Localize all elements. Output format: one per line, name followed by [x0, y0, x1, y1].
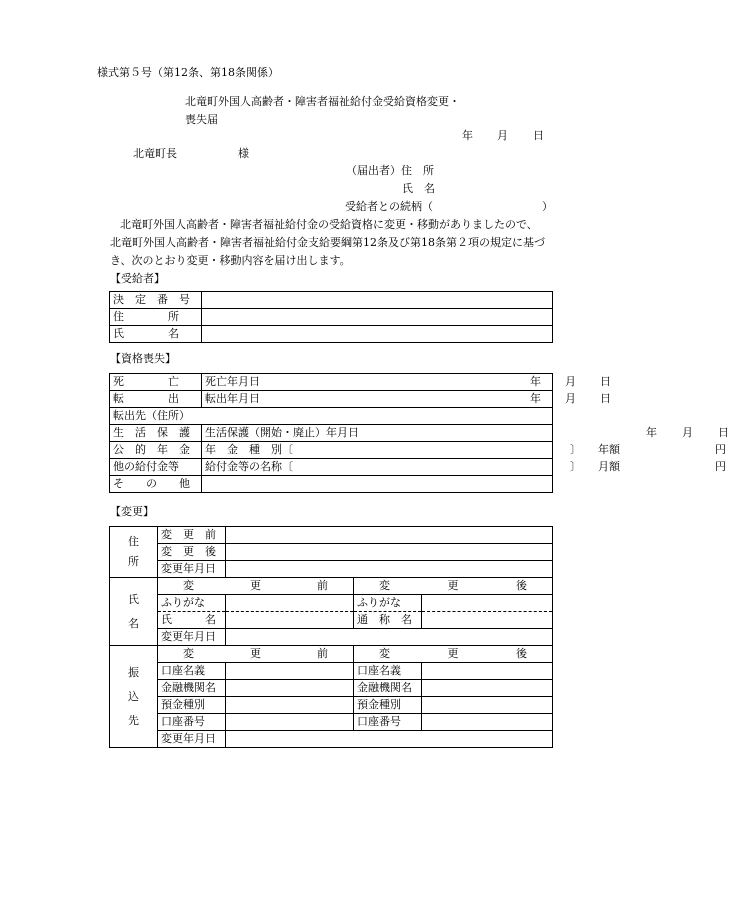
moveout-day: 日	[600, 392, 611, 405]
recipient-table	[109, 291, 553, 343]
furigana-before-field[interactable]	[226, 595, 354, 612]
name-col-after: 変 更 後	[354, 578, 553, 595]
applicant-name-label: 氏 名	[402, 182, 435, 195]
pension-type-label: 年 金 種 別〔	[205, 443, 293, 456]
decision-number-field[interactable]	[202, 292, 553, 309]
pension-annual-label: 年額	[598, 443, 620, 456]
address-group-label: 住 所	[110, 527, 158, 578]
account-number-before-label: 口座番号	[158, 714, 226, 731]
name-change-date-label: 変更年月日	[158, 629, 226, 646]
account-number-after-field[interactable]	[422, 714, 553, 731]
name-col-before: 変 更 前	[158, 578, 354, 595]
relation-label: 受給者との続柄（	[345, 200, 433, 213]
deposit-type-after-label: 預金種別	[354, 697, 422, 714]
others-field[interactable]	[202, 476, 553, 493]
shimei-label: 氏 名	[158, 612, 226, 629]
death-year: 年	[530, 375, 541, 388]
destination-field[interactable]	[110, 408, 553, 425]
bank-before-field[interactable]	[226, 680, 354, 697]
account-holder-before-field[interactable]	[226, 663, 354, 680]
transfer-change-date-label: 変更年月日	[158, 731, 226, 748]
deposit-type-before-field[interactable]	[226, 697, 354, 714]
deposit-type-before-label: 預金種別	[158, 697, 226, 714]
bank-after-label: 金融機関名	[354, 680, 422, 697]
address-change-date-field[interactable]	[226, 561, 553, 578]
recipient-address-field[interactable]	[202, 309, 553, 326]
address-after-label: 変 更 後	[158, 544, 226, 561]
recipient-name-label: 氏 名	[110, 326, 202, 343]
address-before-field[interactable]	[226, 527, 553, 544]
account-holder-after-label: 口座名義	[354, 663, 422, 680]
other-benefit-field[interactable]	[202, 459, 726, 476]
recipient-name-field[interactable]	[202, 326, 553, 343]
death-label: 死 亡	[110, 374, 202, 391]
shimei-field[interactable]	[226, 612, 354, 629]
pension-label: 公 的 年 金	[110, 442, 202, 459]
date-year: 年	[462, 129, 473, 142]
account-number-after-label: 口座番号	[354, 714, 422, 731]
applicant-address-label: （届出者）住 所	[346, 164, 434, 177]
deposit-type-after-field[interactable]	[422, 697, 553, 714]
other-benefit-name-label: 給付金等の名称〔	[205, 460, 293, 473]
pension-field[interactable]	[202, 442, 726, 459]
furigana-after-field[interactable]	[422, 595, 553, 612]
destination-label: 転出先（住所）	[113, 409, 190, 422]
change-heading: 【変更】	[110, 505, 154, 518]
others-label: そ の 他	[110, 476, 202, 493]
moveout-label: 転 出	[110, 391, 202, 408]
form-number: 様式第５号（第12条、第18条関係）	[97, 66, 279, 79]
body-text-line2: 北竜町外国人高齢者・障害者福祉給付金支給要綱第12条及び第18条第２項の規定に基づ	[110, 236, 545, 249]
loss-table	[109, 373, 729, 493]
death-month: 月	[565, 375, 576, 388]
welfare-field[interactable]	[202, 425, 729, 442]
other-bracket-close: 〕	[570, 460, 581, 473]
name-change-date-field[interactable]	[226, 629, 553, 646]
moveout-field[interactable]	[202, 391, 611, 408]
death-day: 日	[600, 375, 611, 388]
transfer-col-before: 変 更 前	[158, 646, 354, 663]
alias-field[interactable]	[422, 612, 553, 629]
welfare-day: 日	[718, 426, 729, 439]
address-before-label: 変 更 前	[158, 527, 226, 544]
decision-number-label: 決 定 番 号	[110, 292, 202, 309]
address-after-field[interactable]	[226, 544, 553, 561]
recipient-address-label: 住 所	[110, 309, 202, 326]
address-change-date-label: 変更年月日	[158, 561, 226, 578]
other-yen: 円	[715, 460, 726, 473]
date-day: 日	[533, 129, 544, 142]
other-monthly-label: 月額	[598, 460, 620, 473]
moveout-month: 月	[565, 392, 576, 405]
welfare-year: 年	[646, 426, 657, 439]
relation-close: ）	[542, 200, 553, 213]
body-text-line1: 北竜町外国人高齢者・障害者福祉給付金の受給資格に変更・移動がありましたので、	[120, 218, 538, 231]
transfer-col-after: 変 更 後	[354, 646, 553, 663]
body-text-line3: き、次のとおり変更・移動内容を届け出します。	[110, 254, 351, 267]
furigana-before-label: ふりがな	[158, 595, 226, 612]
welfare-label: 生 活 保 護	[110, 425, 202, 442]
pension-yen: 円	[715, 443, 726, 456]
bank-after-field[interactable]	[422, 680, 553, 697]
welfare-desc: 生活保護（開始・廃止）年月日	[205, 426, 359, 439]
furigana-after-label: ふりがな	[354, 595, 422, 612]
change-table	[109, 526, 553, 748]
moveout-year: 年	[530, 392, 541, 405]
death-field[interactable]	[202, 374, 611, 391]
bank-before-label: 金融機関名	[158, 680, 226, 697]
pension-bracket-close: 〕	[570, 443, 581, 456]
welfare-month: 月	[682, 426, 693, 439]
death-date-label: 死亡年月日	[205, 375, 260, 388]
date-month: 月	[497, 129, 508, 142]
loss-heading: 【資格喪失】	[110, 352, 176, 365]
other-benefit-label: 他の給付金等	[110, 459, 202, 476]
moveout-date-label: 転出年月日	[205, 392, 260, 405]
transfer-group-label: 振 込 先	[110, 646, 158, 748]
recipient-heading: 【受給者】	[110, 272, 165, 285]
name-group-label: 氏 名	[110, 578, 158, 646]
form-title-line1: 北竜町外国人高齢者・障害者福祉給付金受給資格変更・	[185, 95, 460, 108]
honorific: 様	[238, 147, 249, 160]
account-holder-before-label: 口座名義	[158, 663, 226, 680]
addressee: 北竜町長	[133, 147, 177, 160]
transfer-change-date-field[interactable]	[226, 731, 553, 748]
account-number-before-field[interactable]	[226, 714, 354, 731]
account-holder-after-field[interactable]	[422, 663, 553, 680]
form-title-line2: 喪失届	[185, 113, 218, 126]
alias-label: 通 称 名	[354, 612, 422, 629]
